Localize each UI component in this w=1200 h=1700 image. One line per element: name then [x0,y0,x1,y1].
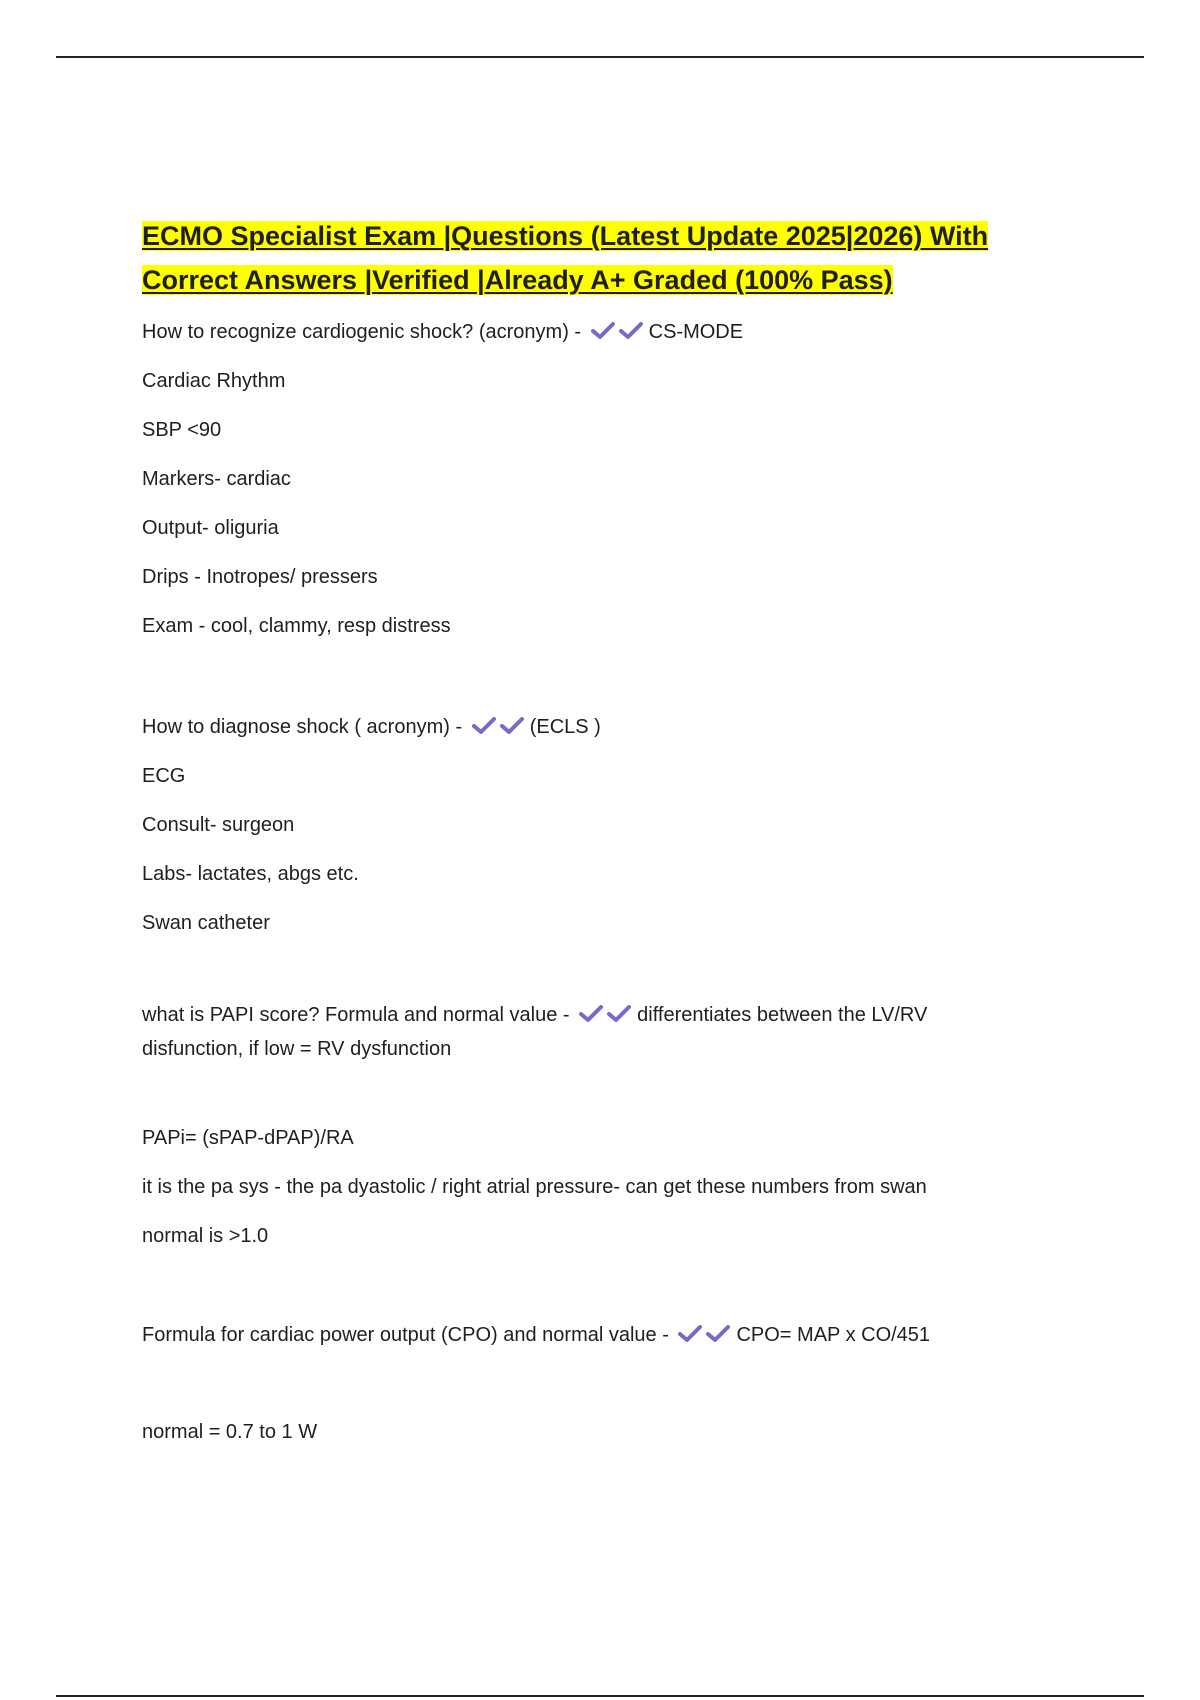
cpo-normal: normal = 0.7 to 1 W [142,1421,318,1443]
papi-explanation: it is the pa sys - the pa dyastolic / right atrial pressure- can get these numbers from swan [142,1176,927,1198]
bottom-rule [56,1695,1144,1697]
question-3-text: what is PAPI score? Formula and normal value - [142,1004,570,1026]
list-item: Exam - cool, clammy, resp distress [142,615,451,637]
list-item: ECG [142,765,186,787]
list-item: Drips - Inotropes/ pressers [142,566,378,588]
question-3 [142,998,1042,1066]
answer-marker [678,1311,734,1360]
question-2-text: How to diagnose shock ( acronym) - [142,716,463,738]
check-icon [706,1325,730,1343]
list-item: Output- oliguria [142,517,279,539]
document-body [142,214,1042,1457]
answer-2-text: (ECLS ) [529,716,601,738]
question-2 [142,703,1042,752]
answer-marker [579,998,635,1032]
title-line-1: ECMO Specialist Exam |Questions (Latest Update 2025|2026) With [142,221,989,251]
question-4 [142,1311,1042,1360]
papi-formula: PAPi= (sPAP-dPAP)/RA [142,1127,354,1149]
answer-4-text: CPO= MAP x CO/451 [736,1324,931,1346]
answer-marker [472,703,528,752]
list-item: Markers- cardiac [142,468,291,490]
title-line-2: Correct Answers |Verified |Already A+ Graded (100% Pass) [142,265,893,295]
question-4-text: Formula for cardiac power output (CPO) and normal value - [142,1324,669,1346]
answer-3-continuation: disfunction, if low = RV dysfunction [142,1038,452,1060]
papi-normal: normal is >1.0 [142,1225,269,1247]
top-rule [56,56,1144,58]
check-icon [472,717,496,735]
answer-marker [591,308,647,357]
check-icon [500,717,524,735]
check-icon [579,1005,603,1023]
check-icon [619,322,643,340]
question-1-text: How to recognize cardiogenic shock? (acronym) - [142,321,582,343]
list-item: SBP <90 [142,419,222,441]
check-icon [607,1005,631,1023]
check-icon [678,1325,702,1343]
list-item: Labs- lactates, abgs etc. [142,863,359,885]
list-item: Swan catheter [142,912,270,934]
list-item: Consult- surgeon [142,814,295,836]
answer-1-text: CS-MODE [648,321,744,343]
document-title [142,214,1042,302]
check-icon [591,322,615,340]
question-1 [142,308,1042,357]
list-item: Cardiac Rhythm [142,370,286,392]
answer-3-text: differentiates between the LV/RV [637,1004,928,1026]
